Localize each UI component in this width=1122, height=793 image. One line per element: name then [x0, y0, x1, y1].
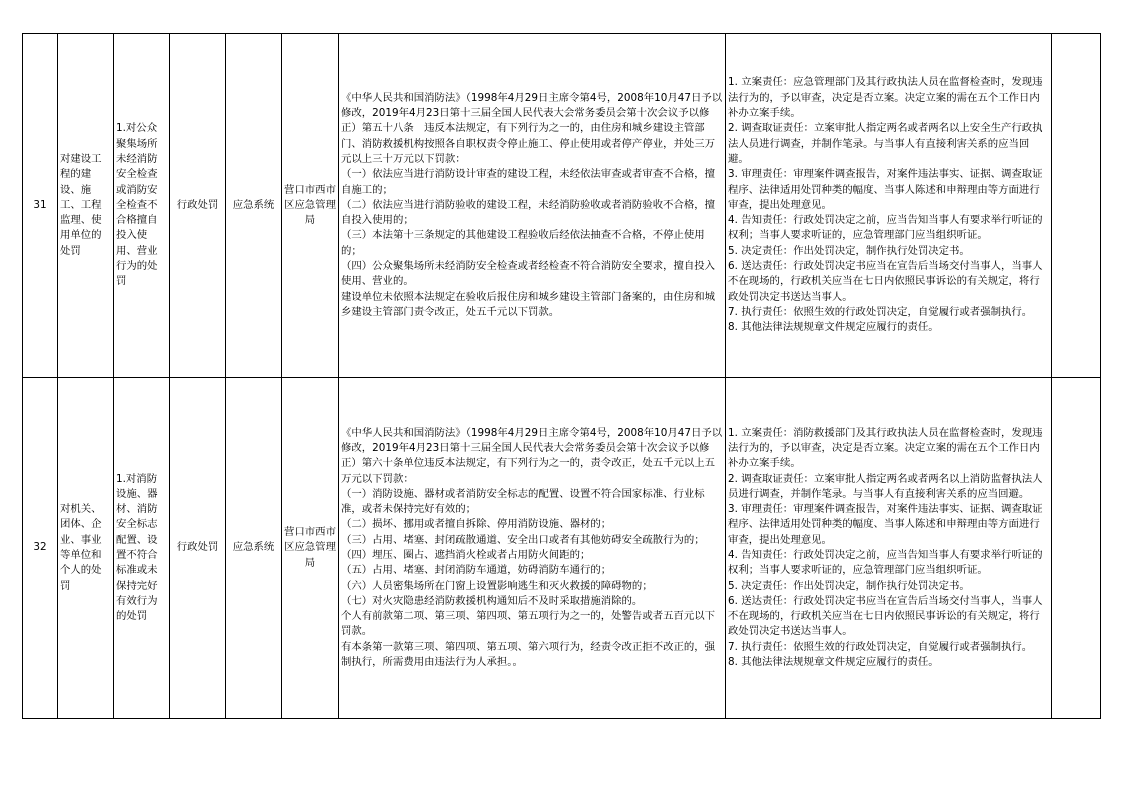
- legal-basis-line: （五）占用、堵塞、封闭消防车通道，妨碍消防车通行的；: [341, 564, 612, 577]
- legal-basis: [339, 34, 726, 378]
- responsibility-item: 1. 立案责任：应急管理部门及其行政执法人员在监督检查时，发现违法行为的，予以审查，决定是否立案。决定立案的需在五个工作日内补办立案手续。: [728, 76, 1043, 120]
- legal-basis-line: （三）本法第十三条规定的其他建设工程验收后经依法抽查不合格，不停止使用的；: [341, 229, 705, 257]
- legal-basis-line: （一）依法应当进行消防设计审查的建设工程，未经依法审查或者审查不合格，擅自施工的；: [341, 168, 716, 196]
- legal-basis-line: （三）占用、堵塞、封闭疏散通道、安全出口或者有其他妨碍安全疏散行为的；: [341, 533, 705, 546]
- responsibility-item: 6. 送达责任：行政处罚决定书应当在宣告后当场交付当事人，当事人不在现场的，行政机关应当在七日内依照民事诉讼的有关规定，将行政处罚决定书送达当事人。: [728, 594, 1043, 638]
- remarks-cell: [1052, 378, 1101, 719]
- legal-basis-line: （二）依法应当进行消防验收的建设工程，未经消防验收或者消防验收不合格，擅自投入使用的；: [341, 198, 716, 227]
- power-type: 行政处罚: [170, 34, 226, 378]
- responsibility-item: 2. 调查取证责任：立案审批人指定两名或者两名以上安全生产行政执法人员进行调查，并制作笔录。与当事人有直接利害关系的应当回避。: [728, 122, 1043, 165]
- legal-basis-line: 个人有前款第二项、第三项、第四项、第五项行为之一的，处警告或者五百元以下罚款。: [341, 610, 716, 638]
- responsibility-item: 5. 决定责任：作出处罚决定，制作执行处罚决定书。: [728, 579, 970, 592]
- system-category: 应急系统: [226, 34, 282, 378]
- sub-item-name: 1.对公众聚集场所未经消防安全检查或消防安全检查不合格擅自投入使用、营业行为的处罚: [114, 34, 170, 378]
- legal-basis-line: （七）对火灾隐患经消防救援机构通知后不及时采取措施消除的。: [341, 594, 643, 607]
- item-name: 对建设工程的建设、施工、工程监理、使用单位的处罚: [58, 34, 114, 378]
- table-row: [23, 34, 1101, 378]
- legal-basis-line: 建设单位未依照本法规定在验收后报住房和城乡建设主管部门备案的，由住房和城乡建设主管部门责令改正，处五千元以下罚款。: [341, 290, 716, 318]
- responsible-department: 营口市西市区应急管理局: [282, 378, 339, 719]
- system-category: 应急系统: [226, 378, 282, 719]
- legal-basis-line: （四）公众聚集场所未经消防安全检查或者经检查不符合消防安全要求，擅自投入使用、营业的。: [341, 260, 716, 288]
- responsibility-item: 8. 其他法律法规规章文件规定应履行的责任。: [728, 656, 939, 669]
- legal-basis-line: 《中华人民共和国消防法》（1998年4月29日主席令第4号，2008年10月47日予以修改，2019年4月23日第十三届全国人民代表大会常务委员会第十次会议予以修正）第六十条单位违反本法规定，有下列行为之一的，责令改正，处五千元以上五万元以下罚款：: [341, 426, 723, 485]
- responsibility-list: [726, 34, 1052, 378]
- responsibility-item: 3. 审理责任：审理案件调查报告，对案件违法事实、证据、调查取证程序、法律适用处罚种类的幅度、当事人陈述和申辩理由等方面进行审查，提出处理意见。: [728, 168, 1043, 211]
- responsibility-item: 5. 决定责任：作出处罚决定，制作执行处罚决定书。: [728, 244, 970, 257]
- responsibility-item: 1. 立案责任：消防救援部门及其行政执法人员在监督检查时，发现违法行为的，予以审查，决定是否立案。决定立案的需在五个工作日内补办立案手续。: [728, 426, 1043, 470]
- item-number: 31: [23, 34, 58, 378]
- responsibility-list: [726, 378, 1052, 719]
- power-type: 行政处罚: [170, 378, 226, 719]
- table-row: [23, 378, 1101, 719]
- remarks-cell: [1052, 34, 1101, 378]
- legal-basis-line: （二）损坏、挪用或者擅自拆除、停用消防设施、器材的；: [341, 518, 612, 531]
- legal-basis-line: 有本条第一款第三项、第四项、第五项、第六项行为，经责令改正拒不改正的，强制执行，所需费用由违法行为人承担。。: [341, 640, 716, 669]
- legal-basis: [339, 378, 726, 719]
- legal-basis-line: 《中华人民共和国消防法》（1998年4月29日主席令第4号，2008年10月47日予以修改，2019年4月23日第十三届全国人民代表大会常务委员会第十次会议予以修正）第五十八条 违反本法规定，有下列行为之一的，由住房和城乡建设主管部门、消防救援机构按照各自职权责令停止施工、停止使用或者停产停业，并处三万元以上三十万元以下罚款：: [341, 91, 723, 165]
- responsibility-item: 3. 审理责任：审理案件调查报告，对案件违法事实、证据、调查取证程序、法律适用处罚种类的幅度、当事人陈述和申辩理由等方面进行审查，提出处理意见。: [728, 503, 1043, 546]
- responsibility-item: 4. 告知责任：行政处罚决定之前，应当告知当事人有要求举行听证的权利；当事人要求听证的，应急管理部门应当组织听证。: [728, 549, 1043, 577]
- responsibility-item: 7. 执行责任：依照生效的行政处罚决定，自觉履行或者强制执行。: [728, 305, 1033, 318]
- sub-item-name: 1.对消防设施、器材、消防安全标志配置、设置不符合标准或未保持完好有效行为的处罚: [114, 378, 170, 719]
- responsibility-item: 4. 告知责任：行政处罚决定之前，应当告知当事人有要求举行听证的权利；当事人要求听证的，应急管理部门应当组织听证。: [728, 214, 1043, 242]
- legal-basis-line: （六）人员密集场所在门窗上设置影响逃生和灭火救援的障碍物的；: [341, 579, 653, 592]
- item-name: 对机关、团体、企业、事业等单位和个人的处罚: [58, 378, 114, 719]
- legal-basis-line: （四）埋压、圈占、遮挡消火栓或者占用防火间距的；: [341, 549, 591, 561]
- power-list-table: [22, 33, 1101, 719]
- responsible-department: 营口市西市区应急管理局: [282, 34, 339, 378]
- legal-basis-line: （一）消防设施、器材或者消防安全标志的配置、设置不符合国家标准、行业标准，或者未保持完好有效的；: [341, 487, 705, 516]
- item-number: 32: [23, 378, 58, 719]
- responsibility-item: 7. 执行责任：依照生效的行政处罚决定，自觉履行或者强制执行。: [728, 640, 1033, 653]
- responsibility-item: 2. 调查取证责任：立案审批人指定两名或者两名以上消防监督执法人员进行调查，并制作笔录。与当事人有直接利害关系的应当回避。: [728, 472, 1043, 500]
- responsibility-item: 8. 其他法律法规规章文件规定应履行的责任。: [728, 321, 939, 334]
- responsibility-item: 6. 送达责任：行政处罚决定书应当在宣告后当场交付当事人，当事人不在现场的，行政机关应当在七日内依照民事诉讼的有关规定，将行政处罚决定书送达当事人。: [728, 260, 1043, 303]
